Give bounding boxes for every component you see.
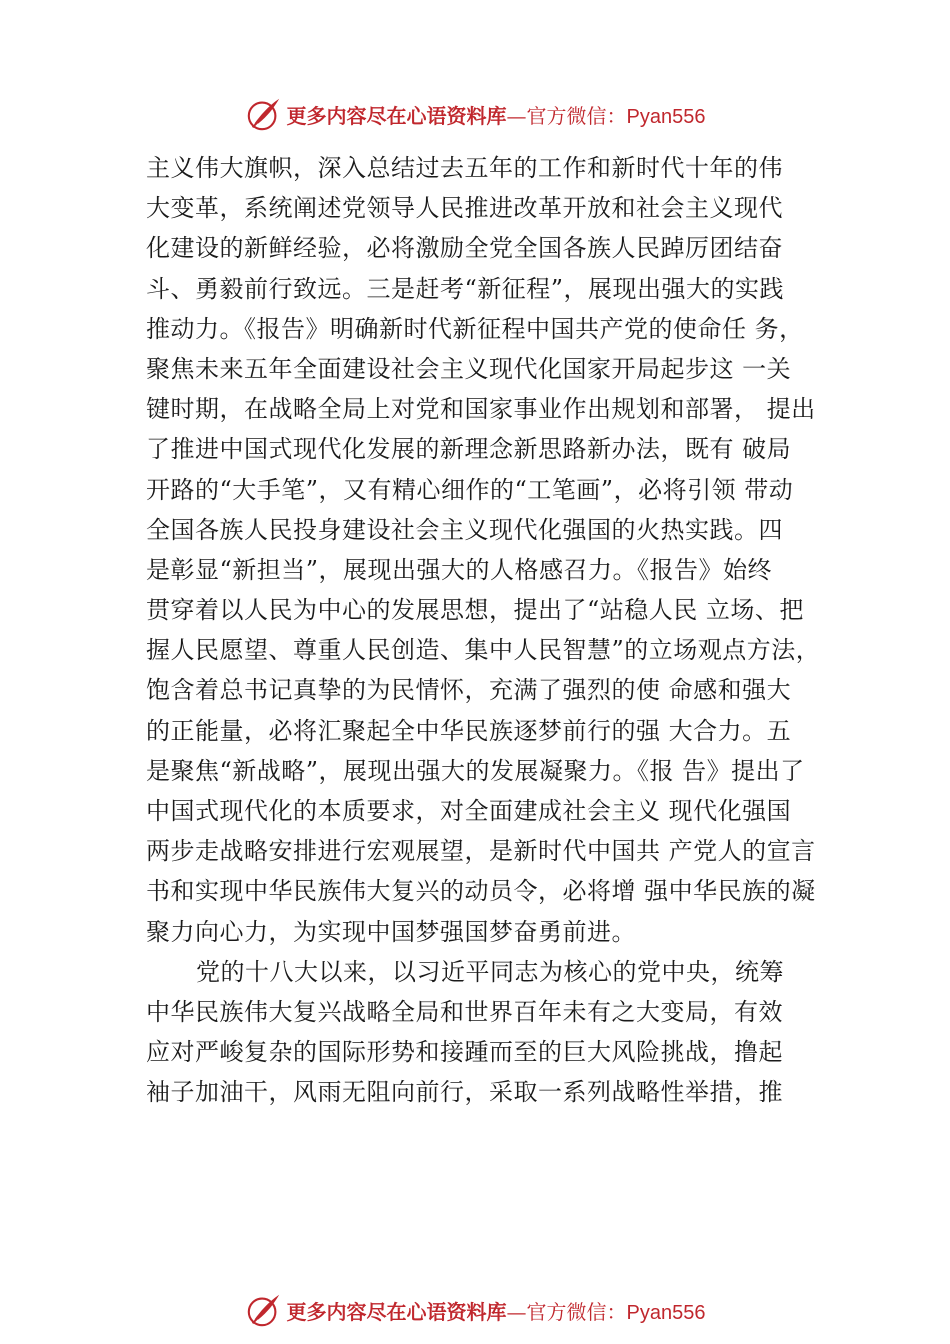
text-line: 聚力向心力，为实现中国梦强国梦奋勇前进。 [146, 917, 636, 946]
quill-logo-icon [245, 1291, 283, 1329]
text-line: 握人民愿望、尊重人民创造、集中人民智慧”的立场观点方法， [146, 636, 821, 665]
text-line: 中国式现代化的本质要求，对全面建成社会主义 现代化强国 [146, 797, 792, 825]
text-line: 了推进中国式现代化发展的新理念新思路新办法，既有 破局 [146, 435, 792, 464]
text-line: 是聚焦“新战略”，展现出强大的发展凝聚力。《报 告》提出了 [146, 756, 805, 785]
text-line: 键时期，在战略全局上对党和国家事业作出规划和部署， 提出 [146, 395, 816, 424]
text-line: 全国各族人民投身建设社会主义现代化强国的火热实践。四 [146, 515, 783, 544]
watermark-text: 更多内容尽在心语资料库—官方微信：Pyan556 [286, 1299, 706, 1324]
text-line: 两步走战略安排进行宏观展望，是新时代中国共 产党人的宣言 [146, 837, 816, 866]
text-line: 应对严峻复杂的国际形势和接踵而至的巨大风险挑战，撸起 [146, 1038, 783, 1067]
text-line: 的正能量，必将汇聚起全中华民族逐梦前行的强 大合力。五 [146, 716, 792, 745]
text-line: 大变革，系统阐述党领导人民推进改革开放和社会主义现代 [146, 194, 783, 223]
text-line: 主义伟大旗帜，深入总结过去五年的工作和新时代十年的伟 [146, 154, 783, 182]
text-line: 聚焦未来五年全面建设社会主义现代化国家开局起步这 一关 [146, 354, 792, 383]
text-line: 饱含着总书记真挚的为民情怀，充满了强烈的使 命感和强大 [146, 676, 792, 705]
footer-watermark [0, 1288, 950, 1332]
text-line: 开路的“大手笔”，又有精心细作的“工笔画”，必将引领 带动 [146, 475, 794, 504]
quill-logo-icon [245, 95, 283, 133]
text-line: 党的十八大以来，以习近平同志为核心的党中央，统筹 [196, 957, 784, 986]
text-line: 斗、勇毅前行致远。三是赶考“新征程”，展现出强大的实践 [146, 274, 785, 303]
text-line: 袖子加油干，风雨无阻向前行，采取一系列战略性举措，推 [146, 1078, 783, 1107]
text-line: 贯穿着以人民为中心的发展思想，提出了“站稳人民 立场、把 [146, 596, 804, 625]
document-body [146, 148, 846, 1113]
text-line: 是彰显“新担当”，展现出强大的人格感召力。《报告》始终 [146, 555, 773, 584]
watermark-text: 更多内容尽在心语资料库—官方微信：Pyan556 [286, 103, 706, 128]
text-line: 化建设的新鲜经验，必将激励全党全国各族人民踔厉团结奋 [146, 234, 783, 263]
header-watermark [0, 92, 950, 136]
text-line: 推动力。《报告》明确新时代新征程中国共产党的使命任 务， [146, 314, 804, 343]
text-line: 书和实现中华民族伟大复兴的动员令，必将增 强中华民族的凝 [146, 877, 816, 906]
text-line: 中华民族伟大复兴战略全局和世界百年未有之大变局，有效 [146, 997, 783, 1026]
